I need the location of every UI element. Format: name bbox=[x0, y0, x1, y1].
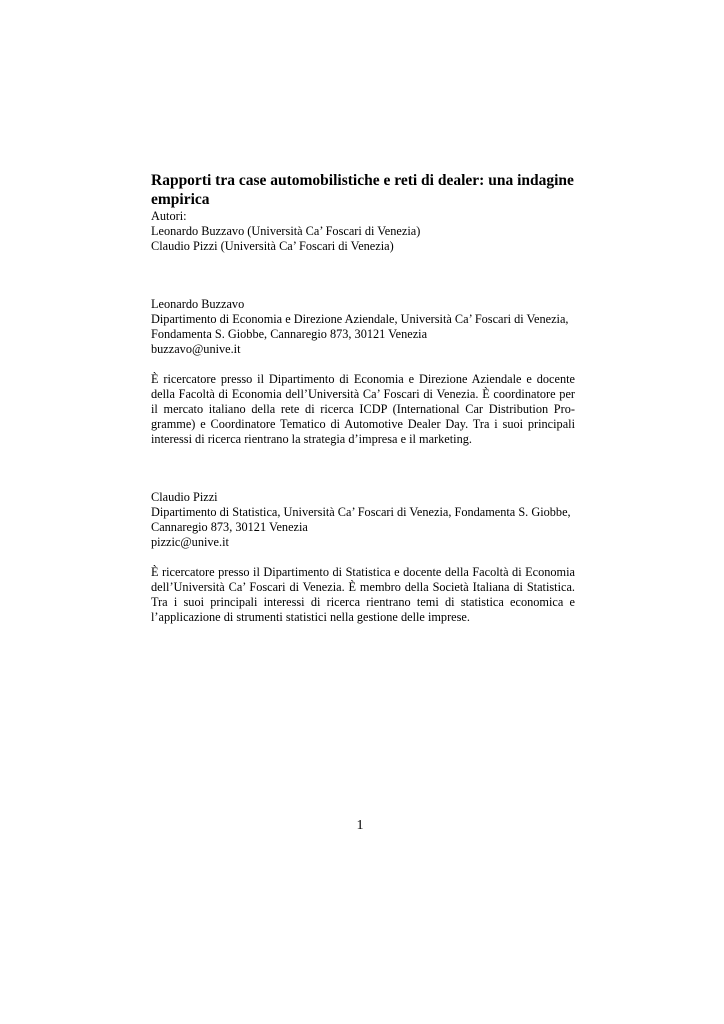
author-name: Leonardo Buzzavo bbox=[151, 297, 245, 311]
author-name: Claudio Pizzi bbox=[151, 490, 218, 504]
author-bio-text: È ricercatore presso il Dipartimento di Economia e Direzione Aziendale e docente della Facoltà di Economia dell’Università Ca’ Foscari di Venezia. È coordinatore per il mercato italiano della rete di ricerca ICDP (International Car Distribution Pro-gramme) e Coordinatore Tematico di Automotive Dealer Day. Tra i suoi principali interessi di ricerca rientrano la strategia d’impresa e il marketing. bbox=[151, 372, 575, 446]
author-affiliation-line: Dipartimento di Statistica, Università Ca’ Foscari di Venezia, Fondamenta S. Giobbe, bbox=[151, 505, 571, 519]
paper-title: Rapporti tra case automobilistiche e reti di dealer: una indagine empirica bbox=[151, 172, 574, 208]
author-bio-text: È ricercatore presso il Dipartimento di Statistica e docente della Facoltà di Economia dell’Università Ca’ Foscari di Venezia. È membro della Società Italiana di Statistica. Tra i suoi principali interessi di ricerca rientrano temi di statistica economica e l’applicazione di strumenti statistici nella gestione delle imprese. bbox=[151, 565, 575, 624]
author-bio-buzzavo bbox=[151, 297, 575, 447]
spacer bbox=[151, 254, 575, 297]
author-affiliation-line: Dipartimento di Economia e Direzione Aziendale, Università Ca’ Foscari di Venezia, bbox=[151, 312, 569, 326]
page-number-footer bbox=[0, 817, 724, 835]
author-line-2: Claudio Pizzi (Università Ca’ Foscari di Venezia) bbox=[151, 239, 394, 253]
spacer bbox=[151, 550, 575, 565]
author-line-1: Leonardo Buzzavo (Università Ca’ Foscari di Venezia) bbox=[151, 224, 421, 238]
author-email: pizzic@unive.it bbox=[151, 535, 229, 549]
spacer bbox=[151, 357, 575, 372]
authors-label: Autori: bbox=[151, 209, 187, 223]
author-bio-pizzi bbox=[151, 490, 575, 625]
author-email: buzzavo@unive.it bbox=[151, 342, 241, 356]
author-affiliation-line: Cannaregio 873, 30121 Venezia bbox=[151, 520, 308, 534]
page-content bbox=[151, 171, 575, 625]
author-affiliation-line: Fondamenta S. Giobbe, Cannaregio 873, 30121 Venezia bbox=[151, 327, 428, 341]
page-number: 1 bbox=[356, 818, 364, 833]
spacer bbox=[151, 447, 575, 490]
